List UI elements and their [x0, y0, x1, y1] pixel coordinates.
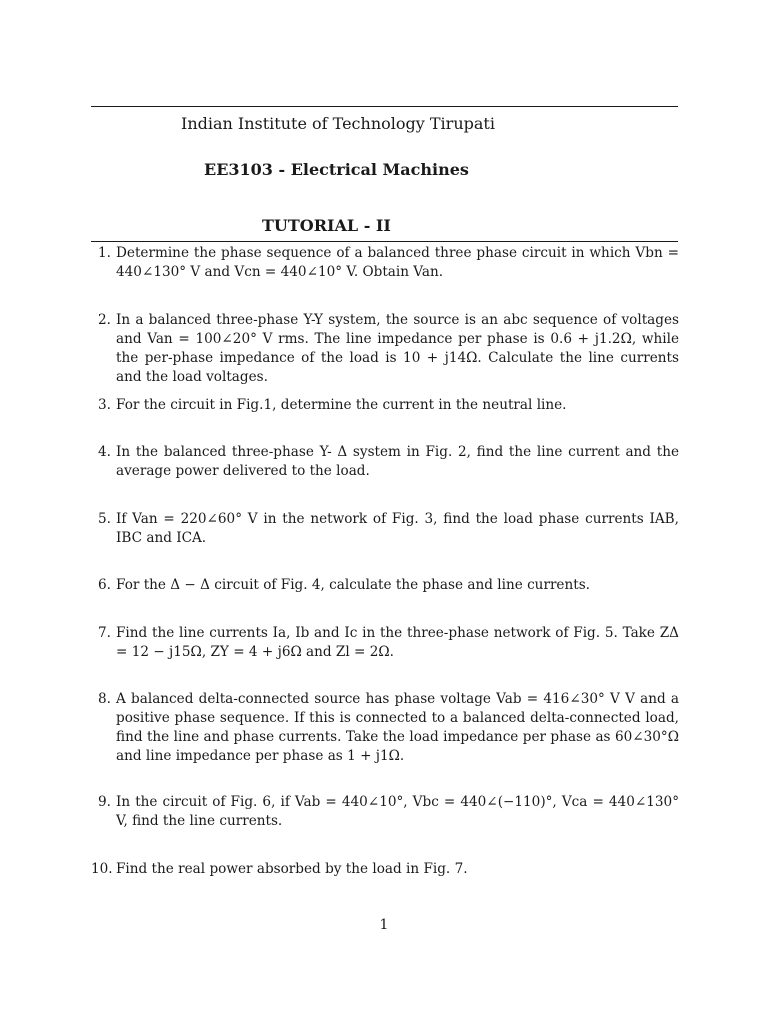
problem-2 [91, 311, 679, 387]
problem-number: 9. [98, 794, 111, 810]
problem-text: Determine the phase sequence of a balanced three phase circuit in which Vbn = 440∠130° V and Vcn = 440∠10° V. Obtain Van. [116, 245, 679, 280]
problem-number: 10. [91, 861, 113, 877]
problem-text: Find the line currents Ia, Ib and Ic in the three-phase network of Fig. 5. Take ZΔ = 12 − j15Ω, ZY = 4 + j6Ω and Zl = 2Ω. [116, 625, 679, 660]
problem-text: For the circuit in Fig.1, determine the current in the neutral line. [116, 397, 567, 413]
institute-name: Indian Institute of Technology Tirupati [181, 114, 495, 133]
problem-text: In a balanced three-phase Y-Y system, the source is an abc sequence of voltages and Van = 100∠20° V rms. The line impedance per phase is 0.6 + j1.2Ω, while the per-phase impedance of the load is 10 + j14Ω. Calculate the line currents and the load voltages. [116, 312, 679, 385]
problem-4 [91, 443, 679, 481]
problem-text: A balanced delta-connected source has phase voltage Vab = 416∠30° V V and a positive phase sequence. If this is connected to a balanced delta-connected load, find the line and phase currents. Take the load impedance per phase as 60∠30°Ω and line impedance per phase as 1 + j1Ω. [116, 691, 679, 764]
problem-number: 5. [98, 511, 111, 527]
problem-number: 2. [98, 312, 111, 328]
problem-text: Find the real power absorbed by the load in Fig. 7. [116, 861, 468, 877]
problem-7 [91, 624, 679, 662]
problem-number: 7. [98, 625, 111, 641]
problem-1 [91, 244, 679, 282]
problem-10 [91, 860, 679, 879]
problem-text: In the circuit of Fig. 6, if Vab = 440∠10°, Vbc = 440∠(−110)°, Vca = 440∠130° V, find the line currents. [116, 794, 679, 829]
problem-number: 1. [98, 245, 111, 261]
problem-text: For the Δ − Δ circuit of Fig. 4, calculate the phase and line currents. [116, 577, 590, 593]
problem-text: In the balanced three-phase Y- Δ system in Fig. 2, find the line current and the average power delivered to the load. [116, 444, 679, 479]
course-title: EE3103 - Electrical Machines [204, 160, 469, 179]
header-rule [91, 241, 678, 242]
problem-6 [91, 576, 679, 595]
problem-number: 4. [98, 444, 111, 460]
problem-number: 8. [98, 691, 111, 707]
problem-8 [91, 690, 679, 766]
page-number: 1 [379, 917, 389, 933]
tutorial-title: TUTORIAL - II [262, 216, 391, 235]
problem-3 [91, 396, 679, 415]
problem-number: 3. [98, 397, 111, 413]
top-rule [91, 106, 678, 107]
problem-text: If Van = 220∠60° V in the network of Fig. 3, find the load phase currents IAB, IBC and ICA. [116, 511, 679, 546]
problem-5 [91, 510, 679, 548]
problem-number: 6. [98, 577, 111, 593]
problem-9 [91, 793, 679, 831]
